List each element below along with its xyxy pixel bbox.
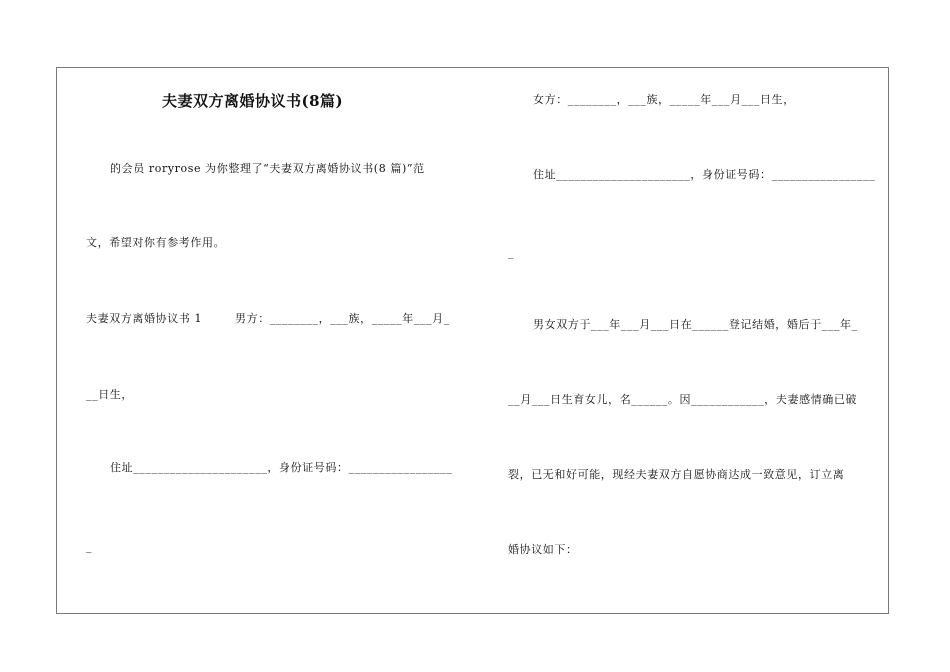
marriage-line-3: 裂，已无和好可能，现经夫妻双方自愿协商达成一致意见，订立离	[508, 468, 845, 481]
female-address-continuation: _	[508, 246, 515, 259]
page-frame	[56, 67, 889, 614]
marriage-line-1: 男女双方于___年___月___日在______登记结婚，婚后于___年_	[533, 318, 858, 331]
male-address-line: 住址______________________，身份证号码：_________________	[110, 461, 453, 474]
female-address-line: 住址______________________，身份证号码：_________________	[533, 168, 876, 181]
marriage-line-2: __月___日生育女儿，名______。因____________，夫妻感情确已破	[508, 393, 858, 406]
section-heading: 夫妻双方离婚协议书 1	[86, 312, 203, 325]
intro-line-2: 文，希望对你有参考作用。	[86, 236, 226, 249]
male-party-line: 男方：________，___族，_____年___月_	[235, 312, 450, 325]
male-address-continuation: _	[86, 540, 93, 553]
male-birth-line: __日生，	[86, 388, 133, 401]
document-title: 夫妻双方离婚协议书(8篇)	[162, 92, 344, 110]
female-party-line: 女方：________，___族，_____年___月___日生，	[533, 93, 795, 106]
intro-line-1: 的会员 roryrose 为你整理了“夫妻双方离婚协议书(8 篇)”范	[110, 162, 425, 175]
marriage-line-4: 婚协议如下：	[508, 543, 578, 556]
